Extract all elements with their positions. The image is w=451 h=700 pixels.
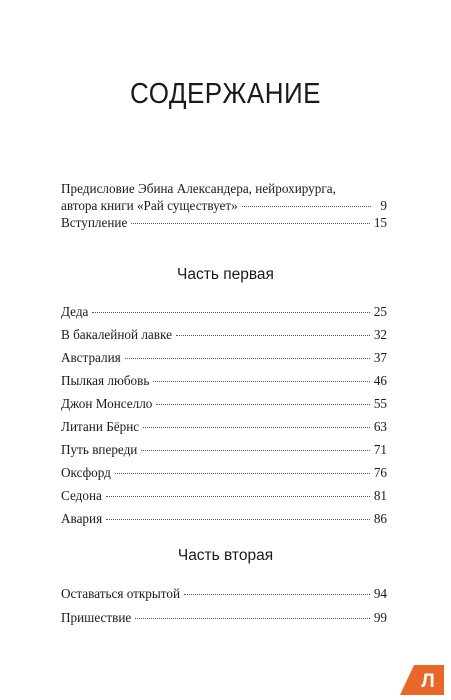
entry-text: Седона [61,488,102,503]
toc-entry-introduction[interactable] [61,214,387,231]
page-number: 25 [373,304,387,319]
dot-leader [131,222,370,224]
toc-entry[interactable] [61,609,387,626]
page-number: 9 [380,198,387,213]
dot-leader [106,495,370,497]
page-number: 71 [373,442,387,457]
page-number: 37 [373,350,387,365]
page-number: 81 [373,488,387,503]
entry-text: Предисловие Эбина Александера, нейрохирурга, [61,181,336,196]
page-number: 55 [373,396,387,411]
dot-leader [184,593,370,595]
entry-text: Австралия [61,350,121,365]
dot-leader [153,380,369,382]
entry-text: Вступление [61,215,128,230]
dot-leader [115,472,370,474]
page-number: 94 [373,586,387,601]
toc-entry[interactable] [61,464,387,481]
dot-leader [242,205,371,207]
page-number: 86 [373,511,387,526]
entry-text: Оксфорд [61,465,111,480]
toc-entry[interactable] [61,510,387,527]
dot-leader [106,518,370,520]
dot-leader [143,426,370,428]
entry-text: Джон Монселло [61,396,153,411]
entry-text: Пришествие [61,610,132,625]
toc-entry[interactable] [61,326,387,343]
part-two-heading: Часть вторая [177,547,274,564]
entry-text: Путь впереди [61,442,138,457]
entry-text: автора книги «Рай существует» [61,198,238,213]
dot-leader [125,357,370,359]
toc-entry[interactable] [61,441,387,458]
entry-text: В бакалейной лавке [61,327,172,342]
publisher-logo-icon [400,665,444,695]
dot-leader [141,449,369,451]
toc-entry[interactable] [61,487,387,504]
entry-text: Авария [61,511,103,526]
entry-text: Литани Бёрнс [61,419,140,434]
toc-entry[interactable] [61,395,387,412]
dot-leader [156,403,369,405]
page-title: СОДЕРЖАНИЕ [129,76,321,110]
toc-entry[interactable] [61,585,387,602]
page-number: 63 [373,419,387,434]
dot-leader [135,617,370,619]
page-number: 46 [373,373,387,388]
page-number: 76 [373,465,387,480]
entry-text: Пылкая любовь [61,373,150,388]
toc-entry[interactable] [61,349,387,366]
page-number: 15 [373,215,387,230]
page-number: 99 [373,610,387,625]
toc-entry[interactable] [61,418,387,435]
part-one-heading: Часть первая [177,266,274,283]
dot-leader [176,334,370,336]
page-number: 32 [373,327,387,342]
toc-entry[interactable] [61,372,387,389]
entry-text: Деда [61,304,89,319]
toc-entry[interactable] [61,303,387,320]
entry-text: Оставаться открытой [61,586,180,601]
dot-leader [92,311,369,313]
logo-letter: Л [421,671,435,692]
toc-entry-foreword[interactable] [61,180,387,214]
